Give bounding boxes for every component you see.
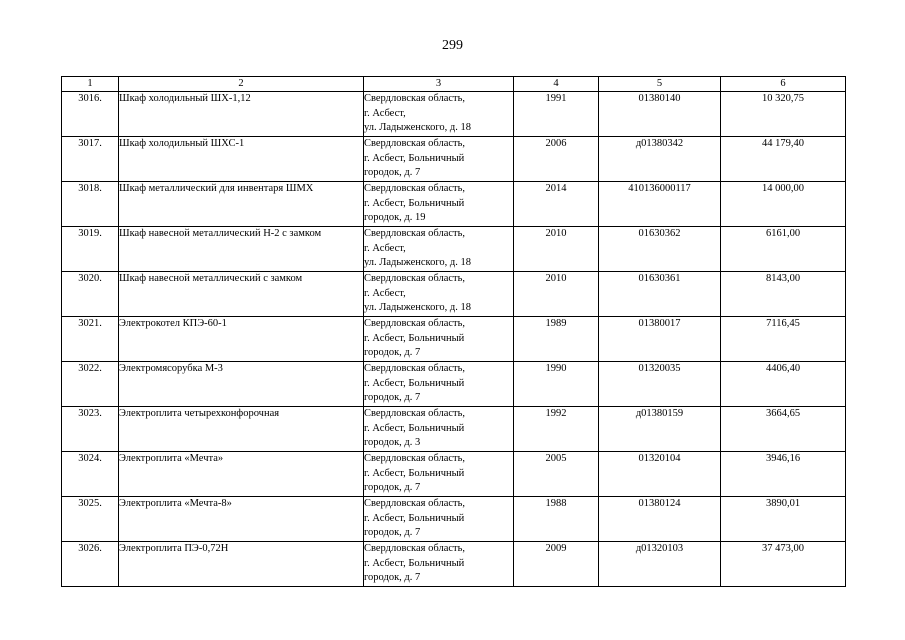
item-year: 1989 <box>514 317 599 362</box>
table-row <box>62 227 846 272</box>
address-line: ул. Ладыженского, д. 18 <box>364 122 471 133</box>
item-year: 2009 <box>514 542 599 587</box>
item-inventory-number: 01630362 <box>599 227 721 272</box>
item-number: 3020. <box>62 272 119 317</box>
address-line: г. Асбест, Больничный <box>364 467 465 479</box>
address-line: ул. Ладыженского, д. 18 <box>364 257 471 268</box>
item-number: 3025. <box>62 497 119 542</box>
item-cost: 6161,00 <box>721 227 846 272</box>
address-line: городок, д. 7 <box>364 167 421 178</box>
table-row <box>62 92 846 137</box>
item-inventory-number: 01320035 <box>599 362 721 407</box>
item-address <box>364 452 514 497</box>
item-inventory-number: 01320104 <box>599 452 721 497</box>
item-name: Шкаф холодильный ШХ-1,12 <box>119 92 364 137</box>
table-row <box>62 362 846 407</box>
item-name: Электромясорубка М-3 <box>119 362 364 407</box>
item-name: Шкаф металлический для инвентаря ШМХ <box>119 182 364 227</box>
table-row <box>62 542 846 587</box>
address-line: ул. Ладыженского, д. 18 <box>364 302 471 313</box>
item-cost: 7116,45 <box>721 317 846 362</box>
item-year: 2005 <box>514 452 599 497</box>
item-inventory-number: д01380342 <box>599 137 721 182</box>
table-row <box>62 317 846 362</box>
table-row <box>62 407 846 452</box>
item-cost: 4406,40 <box>721 362 846 407</box>
item-number: 3016. <box>62 92 119 137</box>
item-inventory-number: 410136000117 <box>599 182 721 227</box>
item-number: 3023. <box>62 407 119 452</box>
item-address <box>364 137 514 182</box>
address-line: г. Асбест, Больничный <box>364 377 465 389</box>
address-line: Свердловская область, <box>364 453 466 464</box>
address-line: г. Асбест, Больничный <box>364 422 465 434</box>
property-register-table <box>61 76 846 587</box>
item-address <box>364 497 514 542</box>
item-number: 3018. <box>62 182 119 227</box>
item-address <box>364 272 514 317</box>
address-line: г. Асбест, Больничный <box>364 152 465 164</box>
item-year: 1992 <box>514 407 599 452</box>
item-number: 3017. <box>62 137 119 182</box>
item-number: 3022. <box>62 362 119 407</box>
item-year: 2014 <box>514 182 599 227</box>
item-inventory-number: 01380140 <box>599 92 721 137</box>
item-address <box>364 227 514 272</box>
item-cost: 3664,65 <box>721 407 846 452</box>
column-header: 1 <box>62 77 119 92</box>
address-line: Свердловская область, <box>364 138 466 149</box>
item-year: 2010 <box>514 227 599 272</box>
item-name: Электрокотел КПЭ-60-1 <box>119 317 364 362</box>
item-address <box>364 92 514 137</box>
address-line: городок, д. 7 <box>364 392 421 403</box>
column-header: 5 <box>599 77 721 92</box>
item-cost: 10 320,75 <box>721 92 846 137</box>
item-number: 3024. <box>62 452 119 497</box>
item-name: Шкаф холодильный ШХС-1 <box>119 137 364 182</box>
item-inventory-number: д01380159 <box>599 407 721 452</box>
address-line: городок, д. 7 <box>364 347 421 358</box>
address-line: Свердловская область, <box>364 228 466 239</box>
table-row <box>62 272 846 317</box>
column-number-row <box>62 77 846 92</box>
column-header: 6 <box>721 77 846 92</box>
item-cost: 3946,16 <box>721 452 846 497</box>
address-line: Свердловская область, <box>364 183 466 194</box>
address-line: Свердловская область, <box>364 318 466 329</box>
table-row <box>62 452 846 497</box>
item-inventory-number: 01630361 <box>599 272 721 317</box>
item-year: 1990 <box>514 362 599 407</box>
item-name: Электроплита четырехконфорочная <box>119 407 364 452</box>
item-number: 3026. <box>62 542 119 587</box>
item-inventory-number: 01380124 <box>599 497 721 542</box>
item-address <box>364 317 514 362</box>
table-row <box>62 497 846 542</box>
item-cost: 3890,01 <box>721 497 846 542</box>
address-line: г. Асбест, Больничный <box>364 557 465 569</box>
item-cost: 37 473,00 <box>721 542 846 587</box>
column-header: 3 <box>364 77 514 92</box>
address-line: г. Асбест, Больничный <box>364 512 465 524</box>
item-year: 1988 <box>514 497 599 542</box>
address-line: Свердловская область, <box>364 408 466 419</box>
address-line: г. Асбест, <box>364 107 406 119</box>
item-inventory-number: д01320103 <box>599 542 721 587</box>
item-name: Электроплита «Мечта-8» <box>119 497 364 542</box>
item-address <box>364 542 514 587</box>
address-line: г. Асбест, Больничный <box>364 332 465 344</box>
table-row <box>62 182 846 227</box>
item-year: 1991 <box>514 92 599 137</box>
item-year: 2006 <box>514 137 599 182</box>
item-address <box>364 407 514 452</box>
item-name: Шкаф навесной металлический с замком <box>119 272 364 317</box>
column-header: 4 <box>514 77 599 92</box>
item-inventory-number: 01380017 <box>599 317 721 362</box>
address-line: Свердловская область, <box>364 93 466 104</box>
address-line: Свердловская область, <box>364 363 466 374</box>
item-name: Электроплита ПЭ-0,72Н <box>119 542 364 587</box>
address-line: Свердловская область, <box>364 543 466 554</box>
item-cost: 8143,00 <box>721 272 846 317</box>
item-name: Электроплита «Мечта» <box>119 452 364 497</box>
column-header: 2 <box>119 77 364 92</box>
item-cost: 44 179,40 <box>721 137 846 182</box>
table-row <box>62 137 846 182</box>
item-address <box>364 182 514 227</box>
page-number: 299 <box>442 38 463 53</box>
address-line: городок, д. 19 <box>364 212 426 223</box>
item-number: 3021. <box>62 317 119 362</box>
address-line: г. Асбест, <box>364 287 406 299</box>
item-year: 2010 <box>514 272 599 317</box>
item-address <box>364 362 514 407</box>
address-line: Свердловская область, <box>364 498 466 509</box>
address-line: городок, д. 7 <box>364 482 421 493</box>
address-line: городок, д. 3 <box>364 437 421 448</box>
address-line: г. Асбест, <box>364 242 406 254</box>
item-cost: 14 000,00 <box>721 182 846 227</box>
item-name: Шкаф навесной металлический Н-2 с замком <box>119 227 364 272</box>
address-line: городок, д. 7 <box>364 527 421 538</box>
address-line: городок, д. 7 <box>364 572 421 583</box>
address-line: Свердловская область, <box>364 273 466 284</box>
address-line: г. Асбест, Больничный <box>364 197 465 209</box>
item-number: 3019. <box>62 227 119 272</box>
